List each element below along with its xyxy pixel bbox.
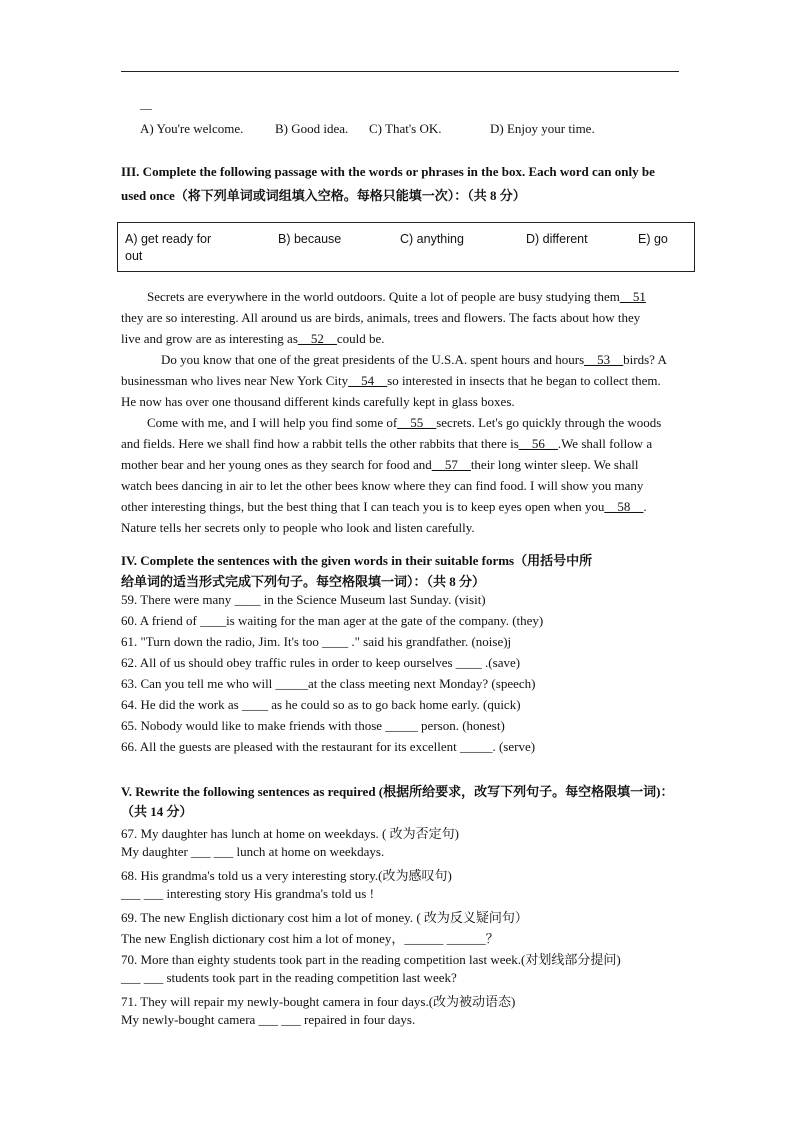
rewrite-answer-line: My newly-bought camera ___ ___ repaired in four days. xyxy=(121,1012,416,1027)
section3-title-line1: III. Complete the following passage with the words or phrases in the box. Each word can only be xyxy=(121,164,655,179)
passage-text: . xyxy=(643,499,647,514)
blank-number: __55__ xyxy=(397,415,437,430)
blank-number: __54__ xyxy=(348,373,388,388)
passage-text: Do you know that one of the great presidents of the U.S.A. spent hours and hours xyxy=(161,352,585,367)
section4-title-line2: 给单词的适当形式完成下列句子。每空格限填一词）：（共 8 分） xyxy=(121,574,486,589)
question-item: 60. A friend of ____is waiting for the man ager at the gate of the company. (they) xyxy=(121,613,544,628)
passage-text: Come with me, and I will help you find some of xyxy=(147,415,398,430)
passage-text: they are so interesting. All around us are birds, animals, trees and flowers. The facts about how they xyxy=(121,310,641,325)
word-box xyxy=(117,222,695,272)
option-d: D) Enjoy your time. xyxy=(490,121,595,136)
blank-number: __58__ xyxy=(604,499,644,514)
passage-line xyxy=(121,310,640,326)
option-c: C) That's OK. xyxy=(369,121,442,136)
section5-title-line1: V. Rewrite the following sentences as required (根据所给要求，改写下列句子。每空格限填一词)： xyxy=(121,784,674,799)
word-b: B) because xyxy=(278,232,342,246)
passage-line xyxy=(121,331,385,347)
passage-line xyxy=(147,415,661,431)
blank-number: __56__ xyxy=(518,436,558,451)
rewrite-prompt: 68. His grandma's told us a very interesting story.(改为感叹句) xyxy=(121,868,452,883)
option-a: A) You're welcome. xyxy=(140,121,244,136)
word-e: E) go xyxy=(638,232,668,246)
passage-line xyxy=(147,289,646,305)
passage-text: Secrets are everywhere in the world outdoors. Quite a lot of people are busy studying them xyxy=(147,289,620,304)
answer-dash: — xyxy=(140,101,152,115)
rewrite-answer-line: The new English dictionary cost him a lot of money，______ ______？ xyxy=(121,931,499,946)
word-d: D) different xyxy=(526,232,588,246)
blank-number: __53__ xyxy=(584,352,624,367)
passage-text: mother bear and her young ones as they search for food and xyxy=(121,457,432,472)
question-item: 62. All of us should obey traffic rules in order to keep ourselves ____ .(save) xyxy=(121,655,521,670)
top-rule xyxy=(121,71,679,72)
rewrite-answer-line: ___ ___ interesting story His grandma's told us ! xyxy=(121,886,374,901)
question-item: 59. There were many ____ in the Science Museum last Sunday. (visit) xyxy=(121,592,486,607)
option-b: B) Good idea. xyxy=(275,121,349,136)
passage-line xyxy=(121,457,639,473)
blank-number: __57__ xyxy=(431,457,471,472)
question-item: 63. Can you tell me who will _____at the class meeting next Monday? (speech) xyxy=(121,676,536,691)
passage-text: He now has over one thousand different kinds carefully kept in glass boxes. xyxy=(121,394,515,409)
passage-text: other interesting things, but the best thing that I can teach you is to keep eyes open when you xyxy=(121,499,605,514)
passage-line xyxy=(121,499,647,515)
passage-line xyxy=(121,436,652,452)
question-item: 66. All the guests are pleased with the restaurant for its excellent _____. (serve) xyxy=(121,739,536,754)
rewrite-prompt: 69. The new English dictionary cost him a lot of money. ( 改为反义疑问句） xyxy=(121,910,528,925)
rewrite-answer-line: ___ ___ students took part in the reading competition last week? xyxy=(121,970,457,985)
rewrite-prompt: 67. My daughter has lunch at home on weekdays. ( 改为否定句) xyxy=(121,826,459,841)
passage-text: and fields. Here we shall find how a rabbit tells the other rabbits that there is xyxy=(121,436,519,451)
passage-text: live and grow are as interesting as xyxy=(121,331,298,346)
passage-line xyxy=(121,373,661,389)
rewrite-answer-line: My daughter ___ ___ lunch at home on weekdays. xyxy=(121,844,385,859)
section5-title-line2: （共 14 分） xyxy=(121,804,193,819)
passage-text: could be. xyxy=(336,331,385,346)
passage-text: so interested in insects that he began to collect them. xyxy=(387,373,661,388)
question-item: 65. Nobody would like to make friends with those _____ person. (honest) xyxy=(121,718,505,733)
passage-text: secrets. Let's go quickly through the woods xyxy=(436,415,662,430)
response-options xyxy=(140,121,680,137)
passage-text: businessman who lives near New York City xyxy=(121,373,349,388)
passage-text: watch bees dancing in air to let the other bees know where they can find food. I will show you many xyxy=(121,478,644,493)
passage-text: their long winter sleep. We shall xyxy=(470,457,639,472)
blank-number: __51 xyxy=(619,289,646,304)
passage-line xyxy=(121,478,643,494)
rewrite-prompt: 70. More than eighty students took part in the reading competition last week.(对划线部分提问) xyxy=(121,952,621,967)
blank-number: __52__ xyxy=(297,331,337,346)
section4-title-line1: IV. Complete the sentences with the given words in their suitable forms（用括号中所 xyxy=(121,553,593,568)
passage-line xyxy=(121,520,475,536)
passage-line xyxy=(161,352,667,368)
passage-text: birds? A xyxy=(623,352,667,367)
section3-title-line2: used once（将下列单词或词组填入空格。每格只能填一次）：（共 8 分） xyxy=(121,188,526,203)
passage-line xyxy=(121,394,515,410)
question-item: 64. He did the work as ____ as he could so as to go back home early. (quick) xyxy=(121,697,521,712)
word-c: C) anything xyxy=(400,232,464,246)
word-a: A) get ready for xyxy=(125,232,212,246)
rewrite-prompt: 71. They will repair my newly-bought camera in four days.(改为被动语态) xyxy=(121,994,516,1009)
question-item: 61. "Turn down the radio, Jim. It's too ____ ." said his grandfather. (noise)j xyxy=(121,634,512,649)
word-a-wrap: out xyxy=(125,249,143,263)
passage-text: .We shall follow a xyxy=(557,436,653,451)
passage-text: Nature tells her secrets only to people who look and listen carefully. xyxy=(121,520,475,535)
